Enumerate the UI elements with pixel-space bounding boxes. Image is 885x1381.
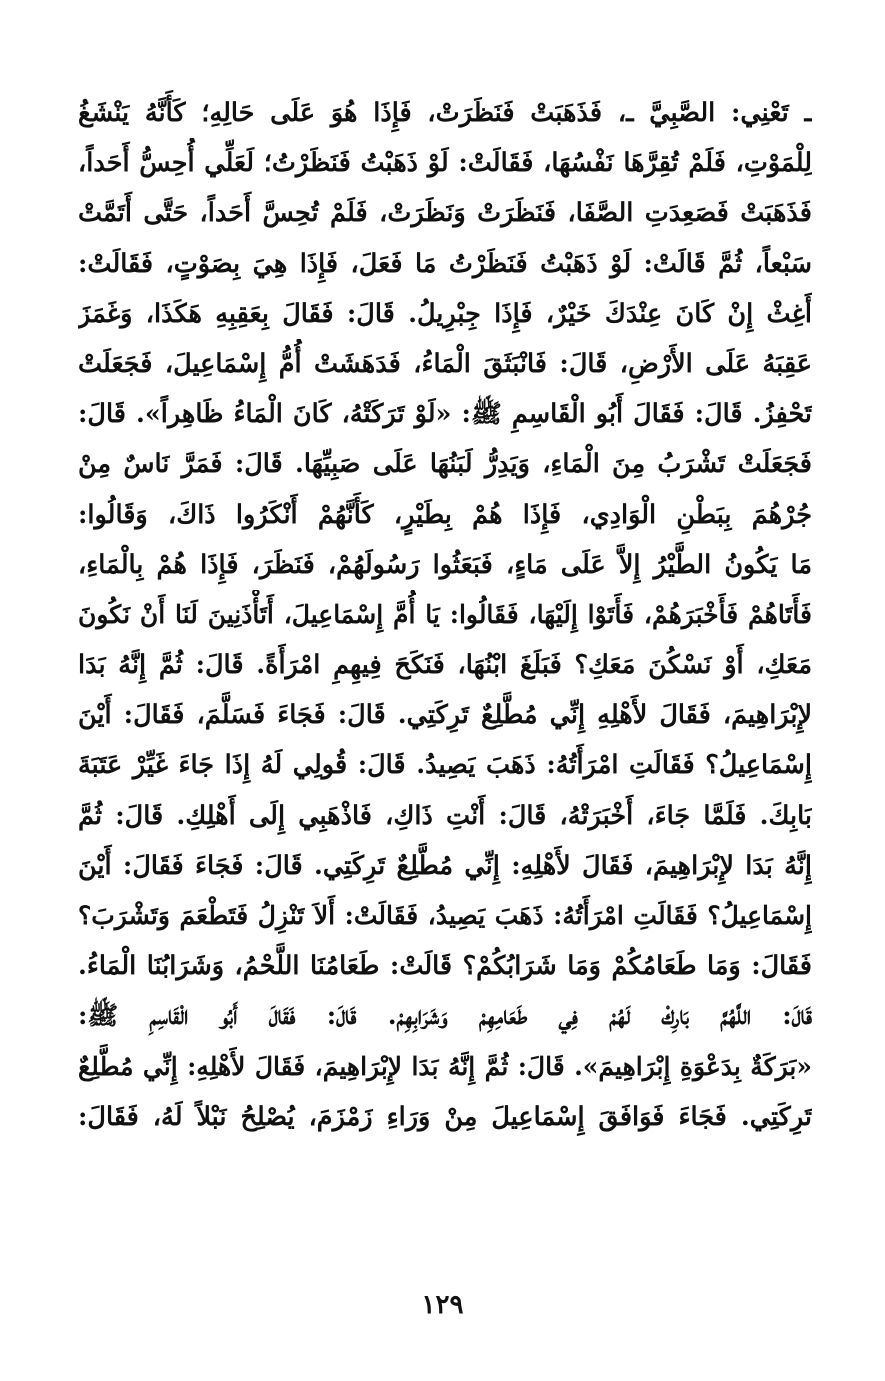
text-line-21: تَرِكَتِي. فَجَاءَ فَوَافَقَ إِسْمَاعِيلَ مِنْ وَرَاءِ زَمْزَمَ، يُصْلِحُ نَبْلاً لَهُ، فَقَالَ: (78, 1101, 812, 1132)
text-line-3: فَذَهَبَتْ فَصَعِدَتِ الصَّفَا، فَنَظَرَتْ وَنَظَرَتْ، فَلَمْ تُحِسَّ أَحَداً، حَتَّى أَتَمَّتْ (78, 198, 812, 229)
text-line-13: لإِبْرَاهِيمَ، فَقَالَ لأَهْلِهِ إِنِّي مُطَّلِعٌ تَرِكَتِي. قَالَ: فَجَاءَ فَسَلَّمَ، فَقَالَ: أَيْنَ (78, 700, 812, 731)
text-line-12: مَعَكِ، أَوْ نَسْكُنَ مَعَكِ؟ فَبَلَغَ ابْنُهَا، فَنَكَحَ فِيهِمِ امْرَأَةً. قَالَ: ثُمَّ إِنَّهُ بَدَا (78, 650, 812, 681)
text-line-5: أَغِثْ إِنْ كَانَ عِنْدَكَ خَيْرٌ، فَإِذَا جِبْرِيلُ. قَالَ: فَقَالَ بِعَقِبِهِ هَكَذَا، وَغَمَزَ (78, 298, 812, 329)
text-line-16: إِنَّهُ بَدَا لإِبْرَاهِيمَ، فَقَالَ لأَهْلِهِ: إِنِّي مُطَّلِعٌ تَرِكَتِي. قَالَ: فَجَاءَ فَقَالَ: أَيْنَ (78, 850, 812, 881)
text-line-4: سَبْعاً، ثُمَّ قَالَتْ: لَوْ ذَهَبْتُ فَنَظَرْتُ مَا فَعَلَ، فَإِذَا هِيَ بِصَوْتٍ، فَقَالَتْ: (78, 248, 812, 279)
text-line-6: عَقِبَهُ عَلَى الأَرْضِ، قَالَ: فَانْبَثَقَ الْمَاءُ، فَدَهَشَتْ أُمُّ إِسْمَاعِيلَ، فَجَعَلَتْ (78, 348, 812, 379)
text-line-18: فَقَالَ: وَمَا طَعَامُكُمْ وَمَا شَرَابُكُمْ؟ قَالَتْ: طَعَامُنَا اللَّحْمُ، وَشَرَابُنَا الْمَاءُ. (78, 951, 812, 982)
text-line-1: ـ تَعْنِي: الصَّبِيَّ ـ، فَذَهَبَتْ فَنَظَرَتْ، فَإِذَا هُوَ عَلَى حَالِهِ؛ كَأَنَّهُ يَنْشَغُ (78, 98, 812, 128)
text-line-7: تَحْفِزُ. قَالَ: فَقَالَ أَبُو الْقَاسِمِ ﷺ: «لَوْ تَرَكَتْهُ، كَانَ الْمَاءُ ظَاهِراً». قَالَ: (78, 399, 812, 430)
text-line-20: «بَرَكَةٌ بِدَعْوَةِ إِبْرَاهِيمَ». قَالَ: ثُمَّ إِنَّهُ بَدَا لإِبْرَاهِيمَ، فَقَالَ لأَهْلِهِ: إِنِّي مُطَّلِعٌ (78, 1051, 812, 1081)
text-line-11: فَأَتَاهُمْ فَأَخْبَرَهُمْ، فَأَتَوْا إِلَيْهَا، فَقَالُوا: يَا أُمَّ إِسْمَاعِيلَ، أَتَأْذَنِينَ لَنَا أَنْ نَكُونَ (78, 599, 812, 629)
body-text (78, 88, 812, 1142)
text-line-10: مَا يَكُونُ الطَّيْرُ إِلاَّ عَلَى مَاءٍ، فَبَعَثُوا رَسُولَهُمْ، فَنَظَرَ، فَإِذَا هُمْ بِالْمَاءِ، (78, 549, 812, 580)
text-line-9: جُرْهُمَ بِبَطْنِ الْوَادِي، فَإِذَا هُمْ بِطَيْرٍ، كَأَنَّهُمْ أَنْكَرُوا ذَاكَ، وَقَالُوا: (78, 499, 812, 530)
text-line-8: فَجَعَلَتْ تَشْرَبُ مِنَ الْمَاءِ، وَيَدِرُّ لَبَنُهَا عَلَى صَبِيِّهَا. قَالَ: فَمَرَّ نَاسٌ مِنْ (78, 449, 812, 480)
text-line-19: قَالَ: اللَّهُمَّ بَارِكْ لَهُمْ فِي طَعَامِهِمْ وَشَرَابِهِمْ. قَالَ: فَقَالَ أَبُو الْقَاسِمِ ﷺ: (78, 1001, 812, 1032)
text-line-2: لِلْمَوْتِ، فَلَمْ تُقِرَّهَا نَفْسُهَا، فَقَالَتْ: لَوْ ذَهَبْتُ فَنَظَرْتُ؛ لَعَلِّي أُحِسُّ أَحَداً، (78, 148, 812, 179)
text-line-17: إِسْمَاعِيلُ؟ فَقَالَتِ امْرَأَتُهُ: ذَهَبَ يَصِيدُ، فَقَالَتْ: أَلاَ تَنْزِلُ فَتَطْعَمَ وَتَشْرَبَ؟ (78, 901, 812, 930)
text-line-14: إِسْمَاعِيلُ؟ فَقَالَتِ امْرَأَتُهُ: ذَهَبَ يَصِيدُ. قَالَ: قُولِي لَهُ إِذَا جَاءَ غَيِّرْ عَتَبَةَ (78, 750, 812, 781)
page-number: ١٢٩ (421, 1290, 464, 1320)
text-line-15: بَابِكَ. فَلَمَّا جَاءَ، أَخْبَرَتْهُ، قَالَ: أَنْتِ ذَاكِ، فَاذْهَبِي إِلَى أَهْلِكِ. قَالَ: ثُمَّ (78, 800, 812, 831)
